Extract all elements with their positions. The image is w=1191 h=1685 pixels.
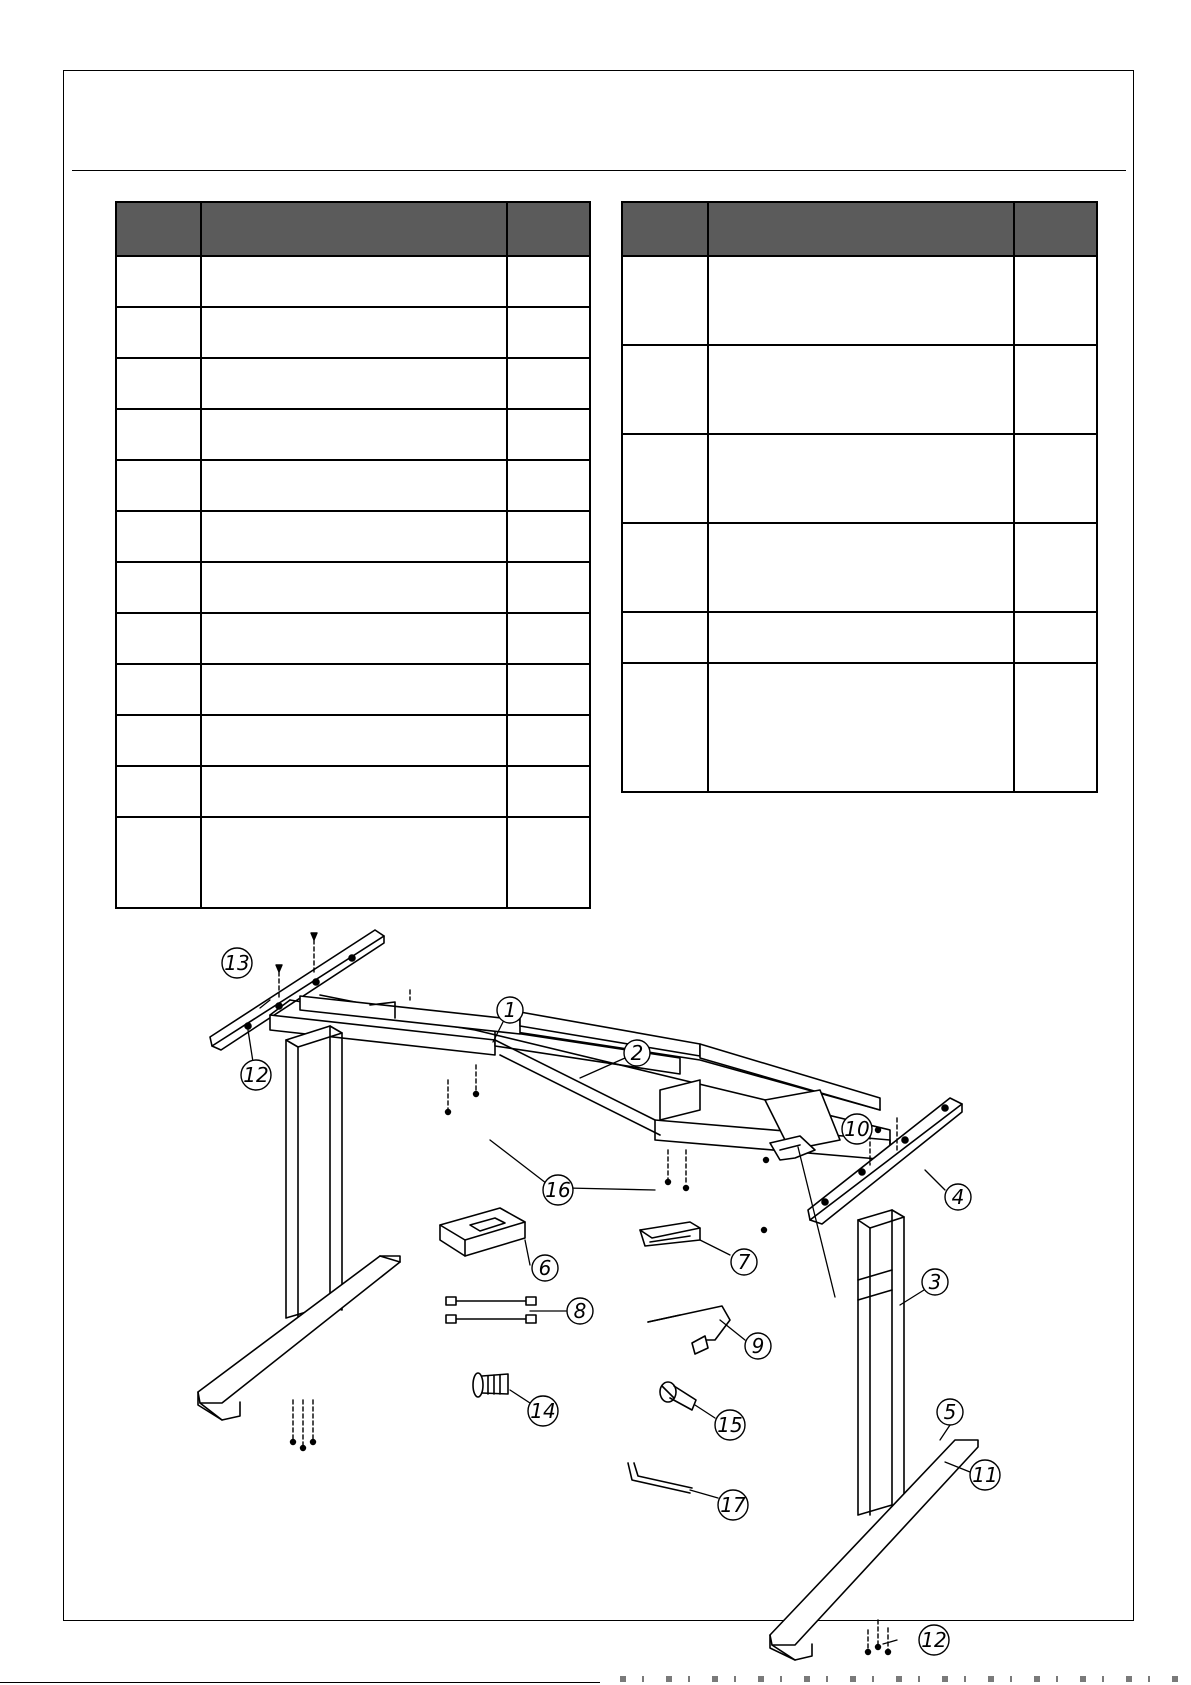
svg-text:15: 15 [717, 1413, 743, 1437]
callout-15 [715, 1410, 745, 1440]
cables [446, 1297, 536, 1323]
callout-9 [745, 1333, 771, 1359]
svg-text:12: 12 [921, 1628, 947, 1652]
callout-13 [222, 948, 252, 978]
svg-text:8: 8 [573, 1299, 587, 1323]
callout-11 [970, 1460, 1000, 1490]
svg-text:17: 17 [720, 1493, 746, 1517]
callout-16 [543, 1175, 573, 1205]
svg-text:16: 16 [545, 1178, 571, 1202]
callout-14 [528, 1396, 558, 1426]
svg-text:9: 9 [751, 1334, 765, 1358]
svg-text:10: 10 [844, 1117, 870, 1141]
callout-10 [842, 1114, 872, 1144]
page-bottom-artifact [620, 1676, 1180, 1682]
svg-text:3: 3 [928, 1270, 942, 1294]
control-box [440, 1208, 525, 1256]
callout-1 [497, 997, 523, 1023]
svg-text:1: 1 [503, 998, 517, 1022]
svg-text:11: 11 [972, 1463, 998, 1487]
handset [640, 1222, 700, 1246]
svg-text:7: 7 [737, 1250, 751, 1274]
screw [660, 1382, 696, 1410]
svg-text:14: 14 [530, 1399, 556, 1423]
callout-8 [567, 1298, 593, 1324]
svg-text:4: 4 [951, 1185, 965, 1209]
callout-17 [718, 1490, 748, 1520]
callout-12-left [241, 1060, 271, 1090]
callout-5 [937, 1399, 963, 1425]
callout-2 [624, 1040, 650, 1066]
power-cord [648, 1306, 730, 1354]
left-leg-column [286, 1026, 342, 1318]
page-bottom-rule [0, 1682, 600, 1683]
svg-text:2: 2 [630, 1041, 644, 1065]
svg-text:6: 6 [538, 1256, 552, 1280]
svg-text:5: 5 [943, 1400, 957, 1424]
hex-key [628, 1463, 692, 1493]
svg-text:13: 13 [224, 951, 250, 975]
callout-6 [532, 1255, 558, 1281]
callout-3 [922, 1269, 948, 1295]
right-leg-column [858, 1210, 904, 1515]
callout-4 [945, 1184, 971, 1210]
svg-text:12: 12 [243, 1063, 269, 1087]
callout-7 [731, 1249, 757, 1275]
bolt [473, 1373, 508, 1397]
callout-12-right [919, 1625, 949, 1655]
